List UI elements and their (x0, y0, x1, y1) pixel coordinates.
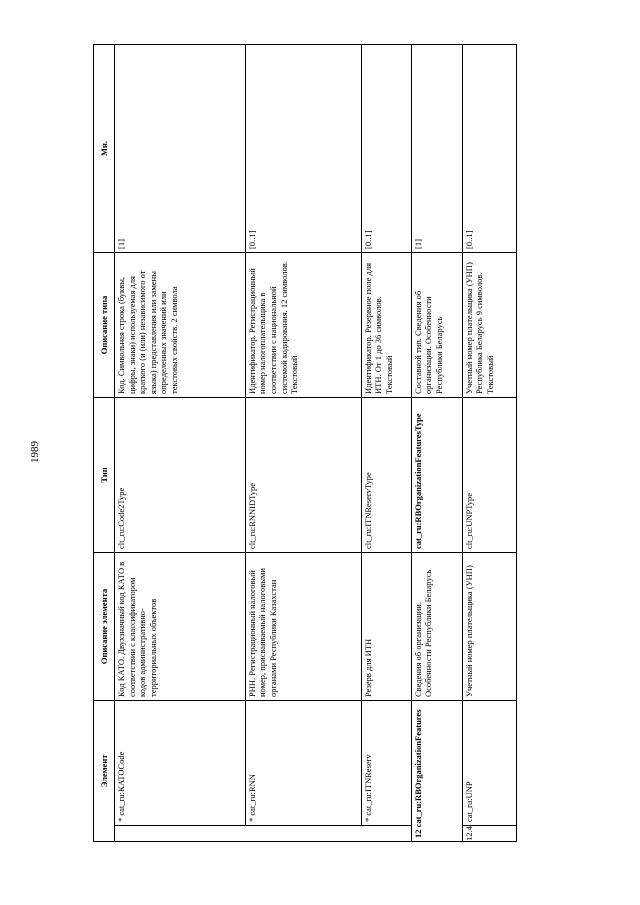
type-description: Составной тип. Сведения об организации. Особенности Республики Беларусь (411, 253, 462, 398)
rotated-table-frame (93, 45, 517, 842)
element-name: cat_ru:RBOrganizationFeatures (412, 709, 423, 828)
multiplicity: [0..1] (462, 45, 516, 253)
multiplicity: [0..1] (245, 45, 361, 253)
header-element-description: Описание элемента (94, 553, 115, 701)
element-description: Резерв для ИТН (361, 553, 411, 701)
type-name: clt_ru:UNPType (462, 398, 516, 553)
table-row (245, 45, 361, 842)
row-marker: * (116, 817, 126, 822)
element-name: cat_ru:RNN (246, 774, 257, 816)
multiplicity: [1] (411, 45, 462, 253)
indent-cell (361, 826, 411, 842)
element-description: Учетный номер плательщика (УНП) (462, 553, 516, 701)
table-row (361, 45, 411, 842)
page-number: 1989 (29, 441, 41, 463)
element-name-cell (411, 701, 462, 842)
table-row (411, 45, 462, 842)
row-marker: 12 (412, 829, 423, 838)
element-name: cat_ru:KATOCode (116, 751, 126, 816)
header-type: Тип (94, 398, 115, 553)
type-description: Код. Символьная строка (буквы, цифры, знаки) используемая для краткого (и (или) независимого от языка) представления или замены определенных значений или текстовых свойств. 2 символа (115, 253, 246, 398)
type-name: clt_ru:RNNIDType (245, 398, 361, 553)
table-header-row (94, 45, 115, 842)
type-name: cat_ru:RBOrganizationFeaturesType (411, 398, 462, 553)
type-name: clt_ru:ITNReservType (361, 398, 411, 553)
element-description: РНН. Регистрационный налоговый номер, присваиваемый налоговыми органами Республики Казахстан (245, 553, 361, 701)
element-name-cell (245, 701, 361, 826)
type-name: clt_ru:Code2Type (115, 398, 246, 553)
multiplicity: [1] (115, 45, 246, 253)
indent-cell (245, 826, 361, 842)
row-marker: * (246, 817, 257, 822)
element-table (93, 44, 517, 842)
element-description: Сведения об организации. Особенности Республики Беларусь (411, 553, 462, 701)
element-name-cell (115, 701, 246, 826)
header-element: Элемент (94, 701, 115, 842)
row-marker: * (362, 817, 373, 822)
row-number: 12.4 (462, 826, 516, 842)
header-multiplicity: Мн. (94, 45, 115, 253)
type-description: Учетный номер плательщика (УНП) Республика Беларусь 9 символов. Текстовый (462, 253, 516, 398)
table-row (462, 45, 516, 842)
element-name: cat_ru:UNP (462, 701, 516, 826)
indent-cell (115, 826, 246, 842)
element-name: cat_ru:ITNReserv (362, 754, 373, 816)
table-row (115, 45, 246, 842)
element-name-cell (361, 701, 411, 826)
type-description: Идентификатор. Регистрационный номер налогоплательщика в соответствии с национальной системой кодирования. 12 символов. Текстовый (245, 253, 361, 398)
type-description: Идентификатор. Резервное поле для ИТН. От 1 до 36 символов. Текстовый (361, 253, 411, 398)
element-description: Код КАТО. Двухзначный код КАТО в соответствии с классификатором кодов административно-территориальных объектов (115, 553, 246, 701)
header-type-description: Описание типа (94, 253, 115, 398)
multiplicity: [0..1] (361, 45, 411, 253)
